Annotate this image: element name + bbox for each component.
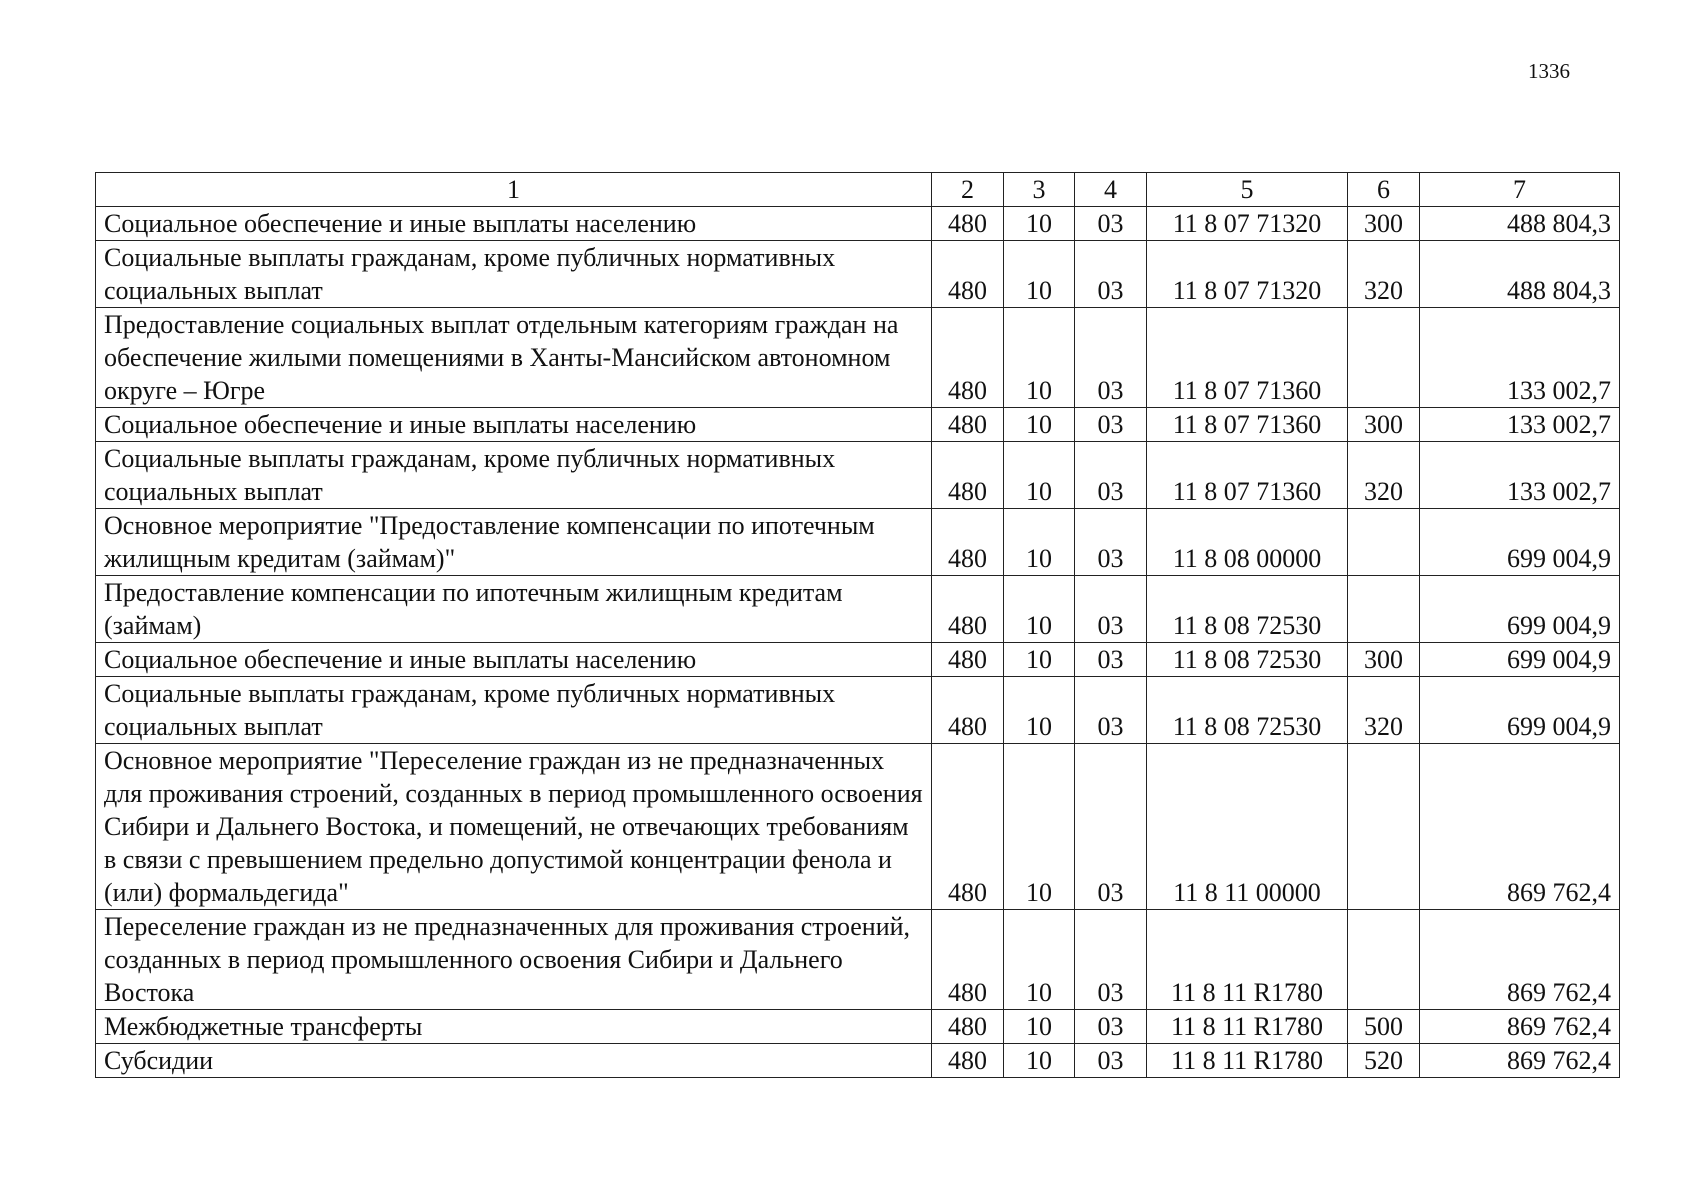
subsection-code: 03 <box>1075 576 1147 643</box>
table-row <box>96 677 1620 744</box>
ministry-code: 480 <box>932 744 1004 910</box>
subsection-code: 03 <box>1075 207 1147 241</box>
target-article-code: 11 8 07 71360 <box>1147 308 1348 408</box>
table-row <box>96 744 1620 910</box>
page-number: 1336 <box>1528 59 1570 83</box>
subsection-code: 03 <box>1075 744 1147 910</box>
table-row <box>96 308 1620 408</box>
amount: 699 004,9 <box>1420 677 1620 744</box>
table-row <box>96 509 1620 576</box>
ministry-code: 480 <box>932 576 1004 643</box>
budget-item-name: Основное мероприятие "Предоставление компенсации по ипотечным жилищным кредитам (займам)" <box>96 509 932 576</box>
ministry-code: 480 <box>932 442 1004 509</box>
target-article-code: 11 8 08 72530 <box>1147 643 1348 677</box>
table-row <box>96 1044 1620 1078</box>
amount: 699 004,9 <box>1420 509 1620 576</box>
expense-type-code <box>1348 910 1420 1010</box>
budget-item-name: Социальные выплаты гражданам, кроме публичных нормативных социальных выплат <box>96 677 932 744</box>
ministry-code: 480 <box>932 910 1004 1010</box>
amount: 699 004,9 <box>1420 643 1620 677</box>
expense-type-code: 300 <box>1348 643 1420 677</box>
expense-type-code: 300 <box>1348 408 1420 442</box>
expense-type-code: 320 <box>1348 677 1420 744</box>
subsection-code: 03 <box>1075 677 1147 744</box>
expense-type-code <box>1348 744 1420 910</box>
subsection-code: 03 <box>1075 910 1147 1010</box>
expense-type-code: 520 <box>1348 1044 1420 1078</box>
subsection-code: 03 <box>1075 1010 1147 1044</box>
budget-item-name: Социальные выплаты гражданам, кроме публичных нормативных социальных выплат <box>96 442 932 509</box>
section-code: 10 <box>1004 677 1075 744</box>
subsection-code: 03 <box>1075 308 1147 408</box>
section-code: 10 <box>1004 308 1075 408</box>
subsection-code: 03 <box>1075 442 1147 509</box>
amount: 699 004,9 <box>1420 576 1620 643</box>
ministry-code: 480 <box>932 677 1004 744</box>
ministry-code: 480 <box>932 408 1004 442</box>
table-row <box>96 408 1620 442</box>
budget-item-name: Переселение граждан из не предназначенных для проживания строений, созданных в период промышленного освоения Сибири и Дальнего Востока <box>96 910 932 1010</box>
expense-type-code <box>1348 576 1420 643</box>
subsection-code: 03 <box>1075 509 1147 576</box>
ministry-code: 480 <box>932 643 1004 677</box>
table-row <box>96 207 1620 241</box>
amount: 133 002,7 <box>1420 408 1620 442</box>
section-code: 10 <box>1004 1044 1075 1078</box>
amount: 869 762,4 <box>1420 1044 1620 1078</box>
amount: 869 762,4 <box>1420 744 1620 910</box>
target-article-code: 11 8 08 72530 <box>1147 576 1348 643</box>
subsection-code: 03 <box>1075 241 1147 308</box>
section-code: 10 <box>1004 509 1075 576</box>
budget-item-name: Предоставление социальных выплат отдельным категориям граждан на обеспечение жилыми помещениями в Ханты-Мансийском автономном округе – Югре <box>96 308 932 408</box>
target-article-code: 11 8 07 71320 <box>1147 241 1348 308</box>
amount: 133 002,7 <box>1420 308 1620 408</box>
column-header: 3 <box>1004 173 1075 207</box>
section-code: 10 <box>1004 241 1075 308</box>
budget-item-name: Межбюджетные трансферты <box>96 1010 932 1044</box>
budget-table <box>95 172 1620 1078</box>
budget-item-name: Основное мероприятие "Переселение граждан из не предназначенных для проживания строений, созданных в период промышленного освоения Сибири и Дальнего Востока, и помещений, не отвечающих требованиям в связи с превышением предельно допустимой концентрации фенола и (или) формальдегида" <box>96 744 932 910</box>
target-article-code: 11 8 11 00000 <box>1147 744 1348 910</box>
section-code: 10 <box>1004 576 1075 643</box>
section-code: 10 <box>1004 910 1075 1010</box>
table-row <box>96 576 1620 643</box>
expense-type-code: 320 <box>1348 241 1420 308</box>
section-code: 10 <box>1004 207 1075 241</box>
budget-item-name: Предоставление компенсации по ипотечным жилищным кредитам (займам) <box>96 576 932 643</box>
column-header: 4 <box>1075 173 1147 207</box>
target-article-code: 11 8 07 71360 <box>1147 442 1348 509</box>
subsection-code: 03 <box>1075 408 1147 442</box>
header-row <box>96 173 1620 207</box>
expense-type-code <box>1348 509 1420 576</box>
amount: 869 762,4 <box>1420 1010 1620 1044</box>
budget-item-name: Социальное обеспечение и иные выплаты населению <box>96 408 932 442</box>
section-code: 10 <box>1004 1010 1075 1044</box>
section-code: 10 <box>1004 442 1075 509</box>
column-header: 6 <box>1348 173 1420 207</box>
ministry-code: 480 <box>932 1010 1004 1044</box>
amount: 869 762,4 <box>1420 910 1620 1010</box>
column-header: 7 <box>1420 173 1620 207</box>
amount: 488 804,3 <box>1420 207 1620 241</box>
subsection-code: 03 <box>1075 1044 1147 1078</box>
target-article-code: 11 8 11 R1780 <box>1147 1010 1348 1044</box>
amount: 488 804,3 <box>1420 241 1620 308</box>
amount: 133 002,7 <box>1420 442 1620 509</box>
budget-item-name: Социальное обеспечение и иные выплаты населению <box>96 643 932 677</box>
section-code: 10 <box>1004 744 1075 910</box>
target-article-code: 11 8 11 R1780 <box>1147 910 1348 1010</box>
expense-type-code: 300 <box>1348 207 1420 241</box>
budget-item-name: Социальное обеспечение и иные выплаты населению <box>96 207 932 241</box>
table-row <box>96 1010 1620 1044</box>
section-code: 10 <box>1004 408 1075 442</box>
target-article-code: 11 8 07 71360 <box>1147 408 1348 442</box>
column-header: 5 <box>1147 173 1348 207</box>
column-header: 2 <box>932 173 1004 207</box>
budget-item-name: Социальные выплаты гражданам, кроме публичных нормативных социальных выплат <box>96 241 932 308</box>
target-article-code: 11 8 08 00000 <box>1147 509 1348 576</box>
section-code: 10 <box>1004 643 1075 677</box>
ministry-code: 480 <box>932 509 1004 576</box>
ministry-code: 480 <box>932 308 1004 408</box>
table-row <box>96 442 1620 509</box>
ministry-code: 480 <box>932 241 1004 308</box>
subsection-code: 03 <box>1075 643 1147 677</box>
target-article-code: 11 8 11 R1780 <box>1147 1044 1348 1078</box>
ministry-code: 480 <box>932 1044 1004 1078</box>
target-article-code: 11 8 08 72530 <box>1147 677 1348 744</box>
expense-type-code <box>1348 308 1420 408</box>
column-header: 1 <box>96 173 932 207</box>
table-body <box>96 207 1620 1078</box>
ministry-code: 480 <box>932 207 1004 241</box>
expense-type-code: 500 <box>1348 1010 1420 1044</box>
table-row <box>96 643 1620 677</box>
target-article-code: 11 8 07 71320 <box>1147 207 1348 241</box>
table-row <box>96 910 1620 1010</box>
expense-type-code: 320 <box>1348 442 1420 509</box>
budget-item-name: Субсидии <box>96 1044 932 1078</box>
table-row <box>96 241 1620 308</box>
